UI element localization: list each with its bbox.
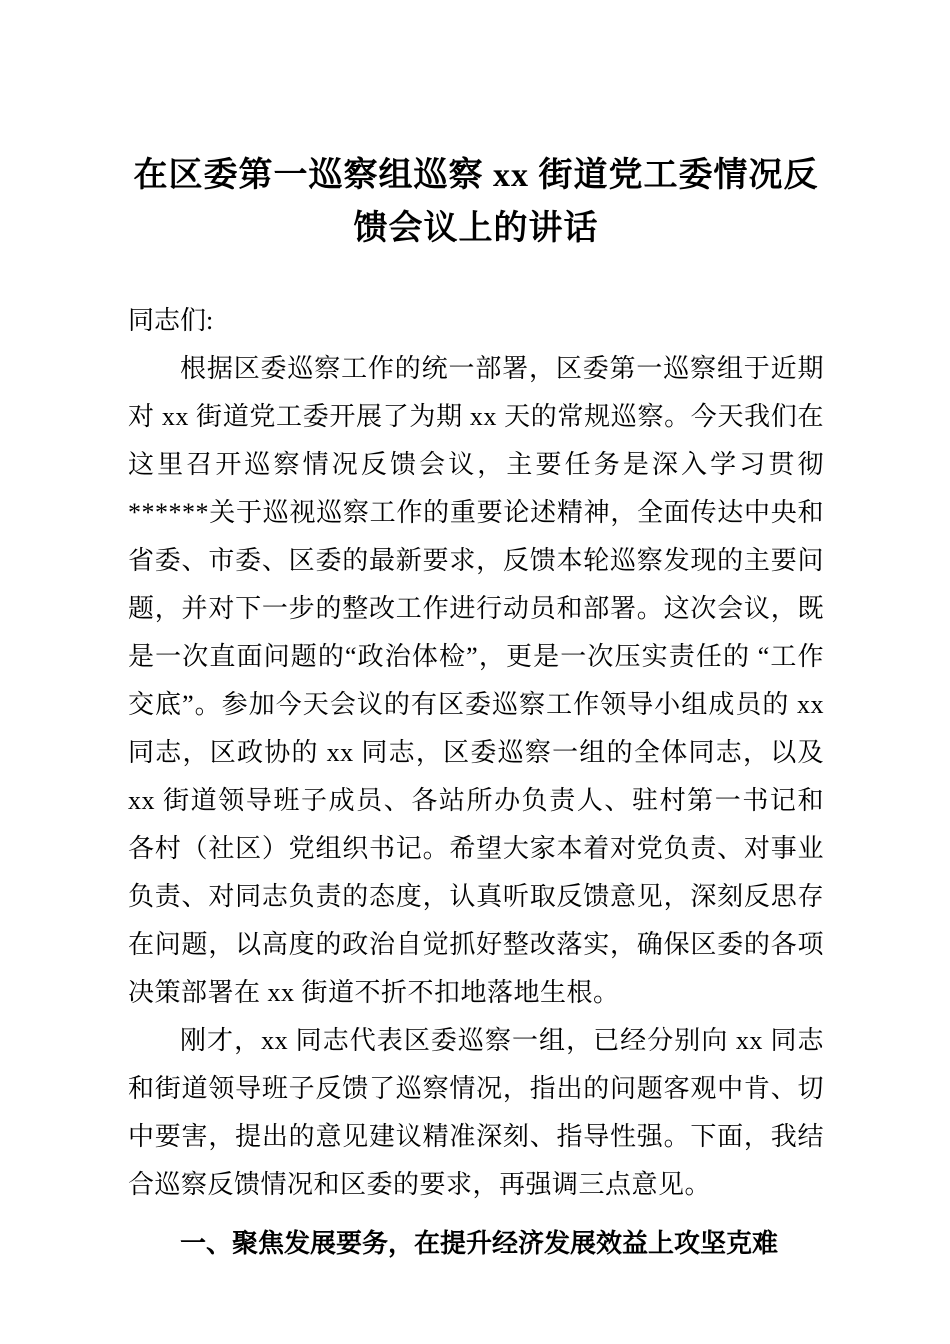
paragraph-1: 根据区委巡察工作的统一部署，区委第一巡察组于近期对 xx 街道党工委开展了为期 xx 天的常规巡察。今天我们在这里召开巡察情况反馈会议，主要任务是深入学习贯彻******关于巡视巡察工作的重要论述精神，全面传达中央和省委、市委、区委的最新要求，反馈本轮巡察发现的主要问题，并对下一步的整改工作进行动员和部署。这次会议，既是一次直面问题的“政治体检”，更是一次压实责任的 “工作交底”。参加今天会议的有区委巡察工作领导小组成员的 xx 同志，区政协的 xx 同志，区委巡察一组的全体同志，以及 xx 街道领导班子成员、各站所办负责人、驻村第一书记和各村（社区）党组织书记。希望大家本着对党负责、对事业负责、对同志负责的态度，认真听取反馈意见，深刻反思存在问题，以高度的政治自觉抓好整改落实，确保区委的各项决策部署在 xx 街道不折不扣地落地生根。 (128, 354, 824, 1008)
paragraph-2: 刚才，xx 同志代表区委巡察一组，已经分别向 xx 同志和街道领导班子反馈了巡察情况，指出的问题客观中肯、切中要害，提出的意见建议精准深刻、指导性强。下面，我结合巡察反馈情况和区委的要求，再强调三点意见。 (128, 1026, 824, 1200)
section-heading-1: 一、聚焦发展要务，在提升经济发展效益上攻坚克难 (180, 1228, 779, 1259)
document-title: 在区委第一巡察组巡察 xx 街道党工委情况反馈会议上的讲话 (133, 157, 819, 247)
salutation: 同志们: (128, 306, 214, 336)
